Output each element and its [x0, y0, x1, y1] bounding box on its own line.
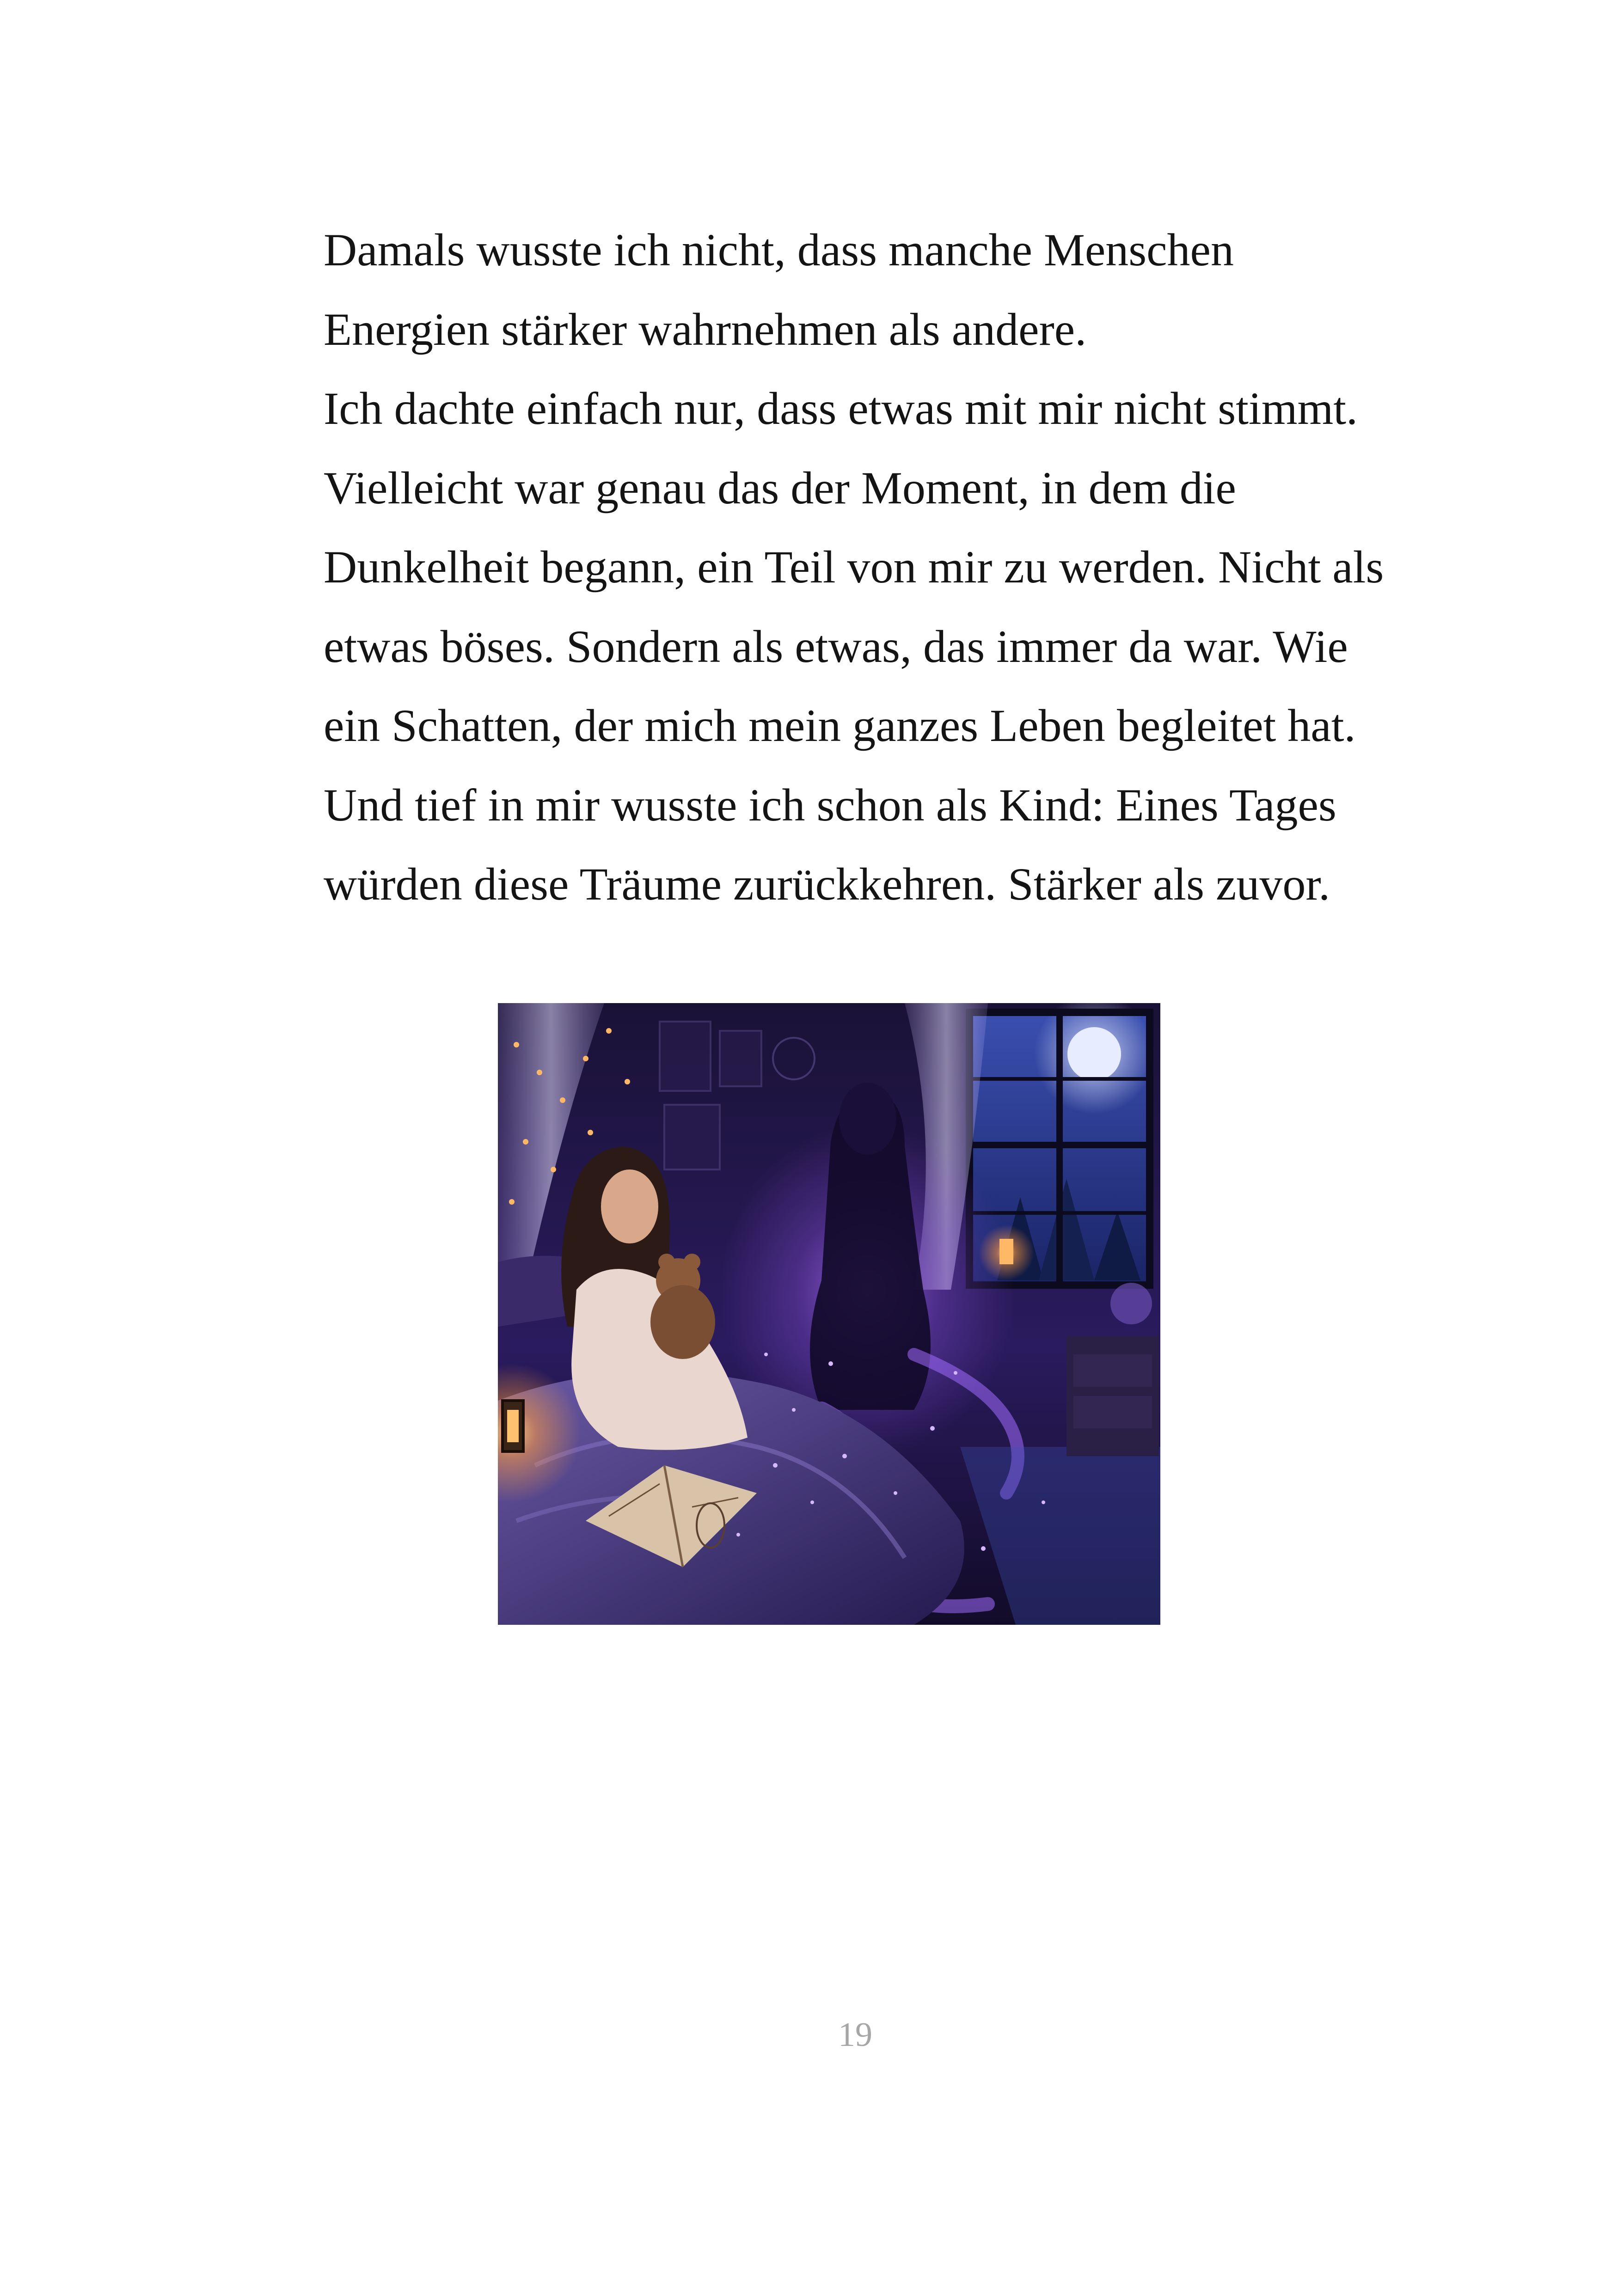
moon-icon [1067, 1027, 1121, 1081]
illustration-svg [498, 1003, 1160, 1625]
text-line: etwas böses. Sondern als etwas, das immer da war. Wie [324, 620, 1348, 672]
window-lantern [979, 1225, 1034, 1280]
text-line: Damals wusste ich nicht, dass manche Menschen [324, 224, 1234, 276]
text-line: Dunkelheit begann, ein Teil von mir zu werden. Nicht als [324, 541, 1384, 593]
text-line: Vielleicht war genau das der Moment, in dem die [324, 462, 1236, 514]
text-line: ein Schatten, der mich mein ganzes Leben begleitet hat. [324, 700, 1356, 751]
text-line: würden diese Träume zurückkehren. Stärker als zuvor. [324, 858, 1330, 910]
text-line: Und tief in mir wusste ich schon als Kind: Eines Tages [324, 779, 1336, 831]
body-text [324, 210, 1410, 924]
page-number: 19 [838, 2016, 872, 2054]
text-line: Ich dachte einfach nur, dass etwas mit mir nicht stimmt. [324, 383, 1358, 434]
text-line: Energien stärker wahrnehmen als andere. [324, 303, 1087, 355]
bedroom-illustration [498, 1003, 1160, 1625]
